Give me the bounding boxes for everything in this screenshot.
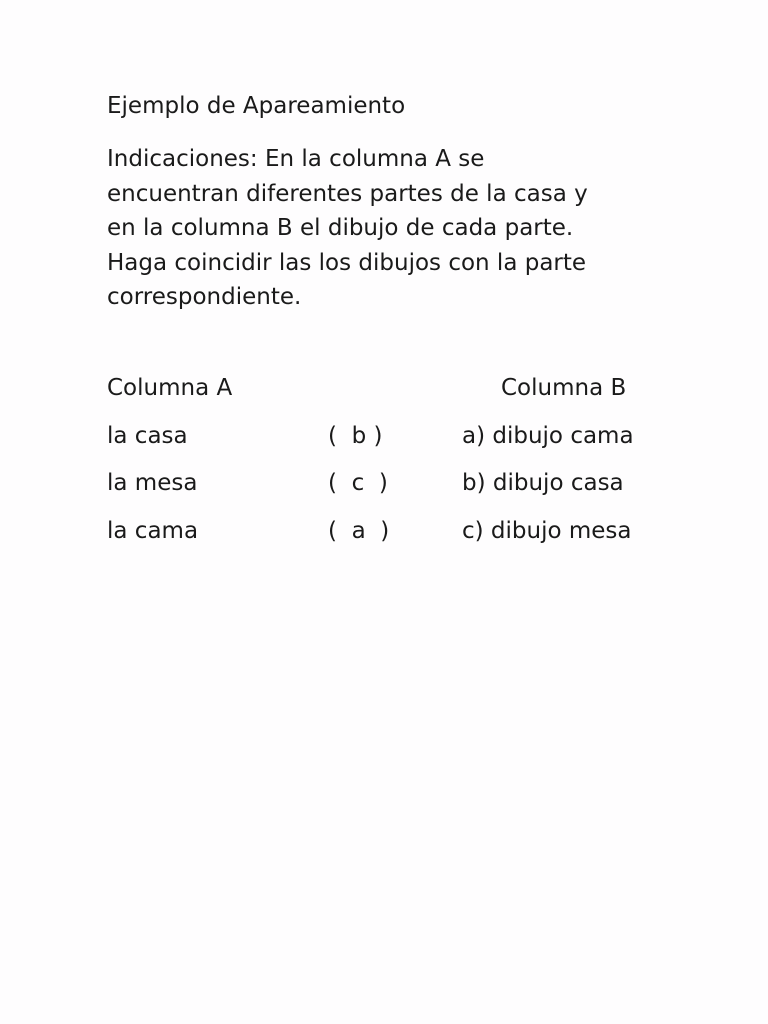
answer-blank: ( a )	[328, 518, 390, 544]
answer-blank: ( b )	[328, 423, 383, 449]
instructions-line: correspondiente.	[107, 284, 302, 311]
column-b-option: c) dibujo mesa	[462, 518, 632, 544]
instructions-paragraph	[107, 142, 667, 315]
column-b-header: Columna B	[501, 375, 627, 401]
column-a-item: la mesa	[107, 470, 198, 496]
column-a-item: la casa	[107, 423, 188, 449]
column-b-option: b) dibujo casa	[462, 470, 624, 496]
column-b-option: a) dibujo cama	[462, 423, 634, 449]
column-a-header: Columna A	[107, 375, 233, 401]
instructions-line: Indicaciones: En la columna A se	[107, 146, 485, 172]
column-a-item: la cama	[107, 518, 199, 544]
instructions-line: Haga coincidir las los dibujos con la parte	[107, 249, 587, 276]
answer-blank: ( c )	[328, 470, 388, 496]
instructions-line: en la columna B el dibujo de cada parte.	[107, 215, 574, 242]
document-title: Ejemplo de Apareamiento	[107, 93, 406, 119]
instructions-line: encuentran diferentes partes de la casa y	[107, 180, 588, 207]
